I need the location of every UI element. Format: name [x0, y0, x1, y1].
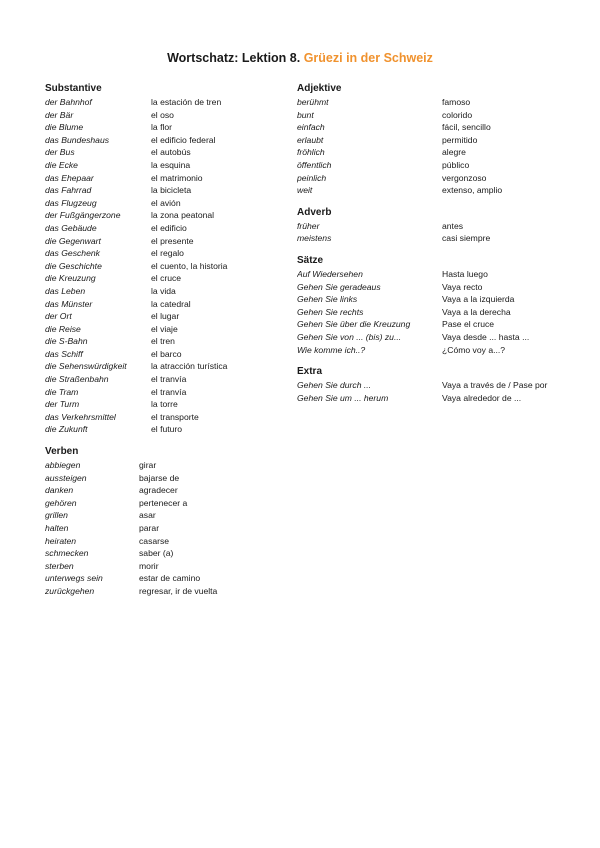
vocab-row: [45, 209, 280, 222]
vocab-row: [45, 411, 280, 424]
german-term: sterben: [45, 560, 74, 571]
vocab-row: [45, 109, 280, 122]
title-main: Wortschatz: Lektion 8.: [167, 51, 301, 65]
vocab-row: [297, 184, 567, 197]
german-term: unterwegs sein: [45, 573, 103, 584]
spanish-translation: la flor: [151, 122, 173, 133]
german-term: danken: [45, 485, 74, 496]
german-term: einfach: [297, 122, 325, 133]
spanish-translation: la esquina: [151, 159, 191, 170]
section-extra: [297, 365, 567, 404]
spanish-translation: Vaya alrededor de ...: [442, 392, 522, 403]
spanish-translation: bajarse de: [139, 472, 180, 483]
spanish-translation: agradecer: [139, 485, 178, 496]
spanish-translation: el futuro: [151, 424, 183, 435]
spanish-translation: la torre: [151, 399, 178, 410]
german-term: die Tram: [45, 386, 79, 397]
spanish-translation: el viaje: [151, 323, 178, 334]
section-noun: [45, 82, 280, 436]
vocab-row: [45, 310, 280, 323]
german-term: Gehen Sie um ... herum: [297, 392, 389, 403]
spanish-translation: Hasta luego: [442, 268, 488, 279]
spanish-translation: la atracción turística: [151, 361, 228, 372]
german-term: der Ort: [45, 311, 72, 322]
vocab-row: [45, 535, 280, 548]
german-term: das Flugzeug: [45, 197, 97, 208]
spanish-translation: estar de camino: [139, 573, 201, 584]
spanish-translation: el oso: [151, 109, 174, 120]
german-term: das Schiff: [45, 348, 83, 359]
german-term: das Ehepaar: [45, 172, 94, 183]
spanish-translation: casarse: [139, 535, 170, 546]
german-term: das Bundeshaus: [45, 134, 110, 145]
spanish-translation: el tranvía: [151, 386, 187, 397]
vocab-row: [45, 423, 280, 436]
vocab-row: [45, 260, 280, 273]
section-adv: [297, 206, 567, 245]
spanish-translation: casi siempre: [442, 233, 491, 244]
right-column: [297, 82, 567, 413]
section-heading: Adverb: [297, 206, 332, 218]
spanish-translation: el presente: [151, 235, 194, 246]
vocab-row: [45, 298, 280, 311]
vocab-row: [45, 348, 280, 361]
spanish-translation: el cuento, la historia: [151, 260, 228, 271]
german-term: gehören: [45, 497, 77, 508]
vocab-row: [297, 96, 567, 109]
vocab-row: [45, 484, 280, 497]
german-term: die Zukunft: [45, 424, 88, 435]
spanish-translation: la catedral: [151, 298, 191, 309]
vocab-row: [297, 392, 567, 405]
german-term: schmecken: [45, 548, 89, 559]
vocab-row: [45, 222, 280, 235]
german-term: weit: [297, 185, 313, 196]
section-phrase: [297, 254, 567, 356]
vocab-row: [45, 360, 280, 373]
german-term: Gehen Sie durch ...: [297, 380, 372, 391]
spanish-translation: el edificio federal: [151, 134, 216, 145]
vocab-row: [45, 373, 280, 386]
vocab-row: [45, 134, 280, 147]
spanish-translation: el barco: [151, 348, 182, 359]
vocab-row: [45, 184, 280, 197]
spanish-translation: Vaya recto: [442, 281, 483, 292]
vocab-row: [45, 585, 280, 598]
vocab-row: [297, 379, 567, 392]
german-term: Gehen Sie geradeaus: [297, 281, 381, 292]
spanish-translation: Vaya a la izquierda: [442, 294, 515, 305]
vocab-row: [45, 572, 280, 585]
spanish-translation: la bicicleta: [151, 185, 192, 196]
spanish-translation: morir: [139, 560, 159, 571]
vocab-row: [45, 146, 280, 159]
vocab-row: [45, 159, 280, 172]
vocab-row: [45, 121, 280, 134]
german-term: das Münster: [45, 298, 93, 309]
german-term: das Geschenk: [45, 248, 100, 259]
vocab-row: [297, 281, 567, 294]
vocab-row: [297, 146, 567, 159]
german-term: das Verkehrsmittel: [45, 411, 116, 422]
section-heading: Substantive: [45, 83, 102, 94]
vocab-row: [45, 472, 280, 485]
german-term: bunt: [297, 109, 314, 120]
german-term: Auf Wiedersehen: [297, 268, 363, 279]
spanish-translation: asar: [139, 510, 156, 521]
spanish-translation: la estación de tren: [151, 97, 222, 107]
vocab-row: [45, 172, 280, 185]
spanish-translation: Vaya a través de / Pase por: [442, 380, 548, 391]
vocab-row: [45, 398, 280, 411]
spanish-translation: el tren: [151, 336, 175, 347]
section-heading: Extra: [297, 366, 323, 378]
german-term: der Fußgängerzone: [45, 210, 121, 221]
title-subtitle: Grüezi in der Schweiz: [303, 51, 433, 65]
vocab-row: [297, 268, 567, 281]
vocab-row: [297, 232, 567, 245]
german-term: die Kreuzung: [45, 273, 96, 284]
vocab-row: [45, 272, 280, 285]
german-term: der Bahnhof: [45, 97, 92, 107]
german-term: öffentlich: [297, 159, 332, 170]
spanish-translation: antes: [442, 220, 464, 231]
german-term: das Gebäude: [45, 222, 97, 233]
german-term: Gehen Sie links: [297, 294, 358, 305]
spanish-translation: la zona peatonal: [151, 210, 215, 221]
vocab-row: [297, 109, 567, 122]
spanish-translation: el lugar: [151, 311, 180, 322]
german-term: die Sehenswürdigkeit: [45, 361, 127, 372]
section-heading: Adjektive: [297, 83, 342, 94]
german-term: die Reise: [45, 323, 81, 334]
vocab-row: [45, 197, 280, 210]
spanish-translation: alegre: [442, 147, 466, 158]
vocab-row: [45, 323, 280, 336]
spanish-translation: fácil, sencillo: [442, 122, 491, 133]
german-term: Wie komme ich..?: [297, 344, 366, 355]
vocab-row: [45, 509, 280, 522]
german-term: aussteigen: [45, 472, 87, 483]
german-term: abbiegen: [45, 460, 81, 471]
spanish-translation: el transporte: [151, 411, 199, 422]
german-term: Gehen Sie von ... (bis) zu...: [297, 331, 402, 342]
vocab-row: [45, 335, 280, 348]
spanish-translation: ¿Cómo voy a...?: [442, 344, 506, 355]
german-term: die S-Bahn: [45, 336, 88, 347]
vocab-row: [297, 293, 567, 306]
german-term: grillen: [45, 510, 68, 521]
german-term: erlaubt: [297, 134, 324, 145]
spanish-translation: la vida: [151, 285, 176, 296]
vocab-row: [297, 121, 567, 134]
german-term: heiraten: [45, 535, 77, 546]
vocab-row: [297, 220, 567, 233]
vocab-row: [45, 547, 280, 560]
spanish-translation: girar: [139, 460, 157, 471]
spanish-translation: el edificio: [151, 222, 187, 233]
german-term: das Leben: [45, 285, 86, 296]
spanish-translation: regresar, ir de vuelta: [139, 585, 218, 596]
left-column: [45, 82, 280, 607]
german-term: meistens: [297, 233, 332, 244]
german-term: die Ecke: [45, 159, 78, 170]
spanish-translation: el autobús: [151, 147, 191, 158]
german-term: berühmt: [297, 97, 329, 107]
german-term: der Turm: [45, 399, 80, 410]
spanish-translation: permitido: [442, 134, 478, 145]
spanish-translation: parar: [139, 523, 160, 533]
spanish-translation: colorido: [442, 109, 473, 120]
vocab-row: [45, 285, 280, 298]
spanish-translation: famoso: [442, 97, 471, 107]
german-term: Gehen Sie über die Kreuzung: [297, 319, 411, 330]
vocab-row: [45, 235, 280, 248]
spanish-translation: el avión: [151, 197, 181, 208]
vocab-row: [45, 386, 280, 399]
vocab-row: [45, 96, 280, 109]
spanish-translation: pertenecer a: [139, 497, 188, 508]
vocab-row: [45, 247, 280, 260]
german-term: halten: [45, 523, 69, 533]
german-term: fröhlich: [297, 147, 325, 158]
spanish-translation: el regalo: [151, 248, 184, 259]
german-term: peinlich: [297, 172, 327, 183]
spanish-translation: Vaya a la derecha: [442, 306, 511, 317]
vocab-row: [297, 344, 567, 357]
vocab-row: [45, 522, 280, 535]
vocab-row: [297, 318, 567, 331]
german-term: zurückgehen: [45, 585, 95, 596]
vocab-row: [45, 497, 280, 510]
section-verb: [45, 445, 280, 598]
spanish-translation: Pase el cruce: [442, 319, 495, 330]
spanish-translation: Vaya desde ... hasta ...: [442, 331, 530, 342]
german-term: der Bus: [45, 147, 75, 158]
german-term: die Gegenwart: [45, 235, 101, 246]
german-term: Gehen Sie rechts: [297, 306, 364, 317]
german-term: die Geschichte: [45, 260, 102, 271]
spanish-translation: el cruce: [151, 273, 182, 284]
vocab-row: [297, 172, 567, 185]
vocab-row: [297, 306, 567, 319]
section-heading: Sätze: [297, 254, 324, 266]
german-term: die Straßenbahn: [45, 374, 109, 385]
spanish-translation: vergonzoso: [442, 172, 487, 183]
spanish-translation: extenso, amplio: [442, 185, 503, 196]
section-adj: [297, 82, 567, 197]
page-title: [0, 51, 600, 65]
section-heading: Verben: [45, 446, 79, 458]
german-term: früher: [297, 220, 320, 231]
vocab-row: [45, 560, 280, 573]
german-term: der Bär: [45, 109, 74, 120]
vocab-row: [297, 134, 567, 147]
vocab-row: [45, 459, 280, 472]
german-term: die Blume: [45, 122, 84, 133]
german-term: das Fahrrad: [45, 185, 92, 196]
spanish-translation: el tranvía: [151, 374, 187, 385]
spanish-translation: saber (a): [139, 548, 174, 559]
vocab-row: [297, 159, 567, 172]
spanish-translation: público: [442, 159, 470, 170]
spanish-translation: el matrimonio: [151, 172, 203, 183]
vocab-row: [297, 331, 567, 344]
